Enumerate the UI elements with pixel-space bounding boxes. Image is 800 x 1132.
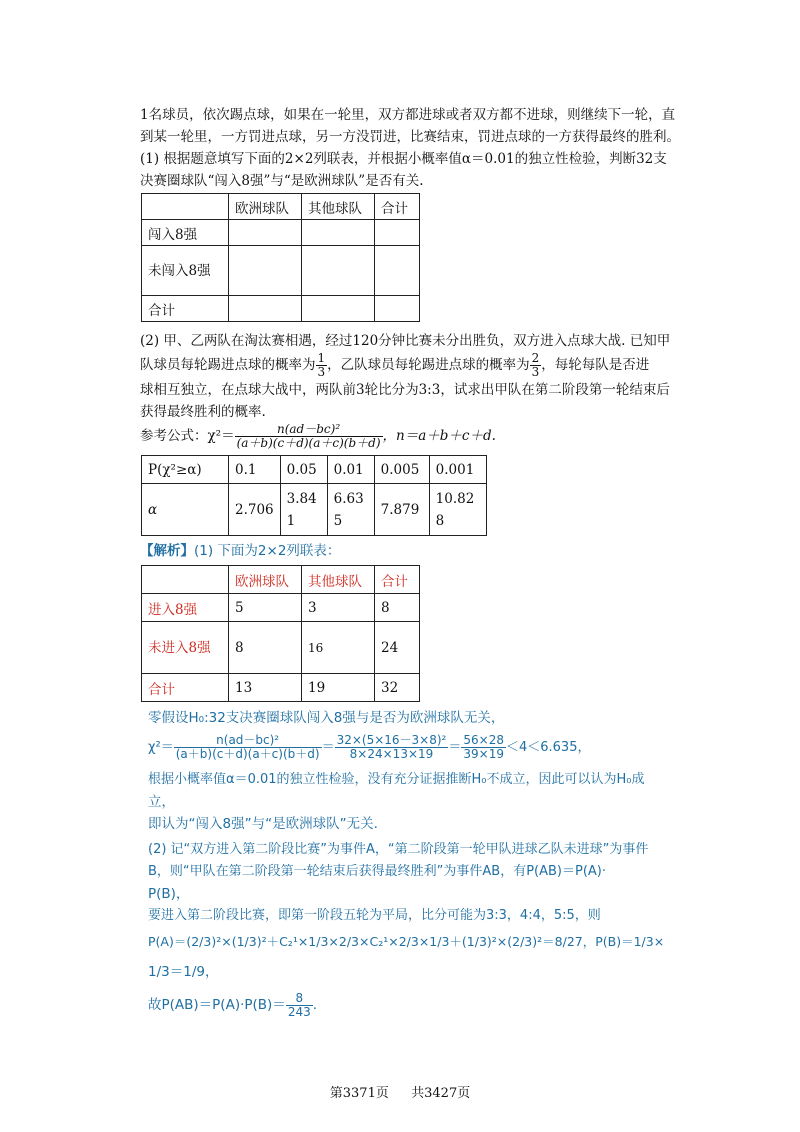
table2-cell: 10.828	[429, 484, 486, 536]
part-2-line-c: P(B)，	[148, 886, 190, 902]
table3-row-label: 进入8强	[142, 594, 229, 622]
table3-cell: 32	[375, 674, 420, 702]
table1-cell	[375, 220, 420, 246]
part-2-line-b: B，则“甲队在第二阶段第一轮结束后获得最终胜利”为事件AB，有P(AB)＝P(A)·	[148, 864, 607, 879]
contingency-table-filled	[141, 565, 420, 702]
table3-cell: 13	[229, 674, 302, 702]
table3-cell: 5	[229, 594, 302, 622]
table3-header-europe: 欧洲球队	[229, 566, 302, 594]
contingency-table-empty	[141, 193, 420, 322]
solution-intro	[140, 541, 680, 561]
q2-text: 队球员每轮踢进点球的概率为	[140, 357, 316, 373]
table2-cell: α	[142, 484, 229, 536]
fraction-denominator: 3	[317, 365, 326, 379]
chi-fraction-2	[335, 734, 449, 761]
table3-header-corner	[142, 566, 229, 594]
question-1-line-a: (1) 根据题意填写下面的2×2列联表，并根据小概率值α＝0.01的独立性检验，判断32支	[140, 151, 667, 167]
probability-a: P(A)＝(2/3)²×(1/3)²＋C₂¹×1/3×2/3×C₂¹×2/3×1/3＋(1/3)²×(2/3)²＝8/27，P(B)＝1/3×	[148, 934, 665, 949]
question-2-line-1: (2) 甲、乙两队在淘汰赛相遇，经过120分钟比赛未分出胜负，双方进入点球大战. 已知甲	[140, 333, 671, 349]
part-2-line-a: (2) 记“双方进入第二阶段比赛”为事件A，“第二阶段第一轮甲队进球乙队未进球”为事件	[148, 842, 649, 857]
table1-cell	[229, 220, 302, 246]
table1-cell	[302, 220, 375, 246]
fraction-denominator: 8×24×13×19	[349, 747, 434, 761]
final-tail: .	[312, 997, 318, 1013]
table1-row-label: 未闯入8强	[142, 246, 229, 296]
table-row	[142, 220, 420, 246]
reference-formula	[140, 418, 680, 454]
final-lhs: 故P(AB)＝P(A)·P(B)＝	[148, 997, 286, 1013]
table-row	[142, 622, 420, 674]
table-row	[142, 594, 420, 622]
chi-eq: ＝	[321, 740, 335, 755]
table2-cell: 0.005	[374, 456, 429, 484]
fraction-denominator: (a＋b)(c＋d)(a＋c)(b＋d)	[236, 436, 381, 450]
solution-conclusion-2: 立，	[148, 794, 175, 810]
table2-cell: 0.05	[280, 456, 327, 484]
table1-header-europe: 欧洲球队	[229, 194, 302, 220]
table1-header-total: 合计	[375, 194, 420, 220]
chi-lhs: χ²＝	[148, 740, 174, 755]
q2-text: ，每轮每队是否进	[541, 357, 650, 373]
q2-text: ，乙队球员每轮踢进点球的概率为	[327, 357, 530, 373]
solution-conclusion-3: 即认为“闯入8强”与“是欧洲球队”无关.	[148, 816, 378, 832]
critical-value-table	[141, 455, 487, 536]
chi-eq: ＝	[448, 740, 462, 755]
fraction-denominator: 39×19	[463, 747, 504, 761]
final-fraction	[286, 992, 313, 1019]
page-total: 共3427页	[411, 1086, 471, 1101]
final-answer	[148, 988, 688, 1022]
question-2-line-2	[140, 350, 680, 380]
table2-cell: 0.01	[327, 456, 374, 484]
fraction-denominator: 243	[287, 1004, 311, 1019]
table1-cell	[302, 296, 375, 322]
table1-cell	[375, 246, 420, 296]
intro-line-2: 到某一轮里，一方罚进点球，另一方没罚进，比赛结束，罚进点球的一方获得最终的胜利。	[140, 129, 680, 145]
table3-cell: 24	[375, 622, 420, 674]
table3-cell: 8	[229, 622, 302, 674]
formula-label: 参考公式：χ²＝	[140, 428, 235, 444]
table-row	[142, 674, 420, 702]
table3-cell: 16	[302, 622, 375, 674]
table3-header-other: 其他球队	[302, 566, 375, 594]
page-footer	[0, 1082, 800, 1101]
chi-fraction-1	[174, 734, 322, 761]
solution-intro-text: (1) 下面为2×2列联表：	[194, 543, 341, 559]
fraction-denominator: (a＋b)(c＋d)(a＋c)(b＋d)	[175, 747, 320, 761]
table2-cell: 0.001	[429, 456, 486, 484]
question-1-line-b: 决赛圈球队“闯入8强”与“是欧洲球队”是否有关.	[140, 173, 424, 189]
table2-cell: 0.1	[229, 456, 281, 484]
fraction-numerator: 1	[317, 351, 326, 365]
question-2-line-3: 球相互独立，在点球大战中，两队前3轮比分为3:3，试求出甲队在第二阶段第一轮结束后	[140, 382, 670, 398]
table3-cell: 3	[302, 594, 375, 622]
solution-conclusion-1: 根据小概率值α＝0.01的独立性检验，没有充分证据推断H₀不成立，因此可以认为H₀成	[148, 772, 645, 787]
formula-tail: ，n＝a＋b＋c＋d.	[382, 428, 496, 444]
table-row	[142, 246, 420, 296]
table1-row-label: 闯入8强	[142, 220, 229, 246]
page-number: 第3371页	[329, 1086, 389, 1101]
table1-row-label: 合计	[142, 296, 229, 322]
solution-tag: 【解析】	[140, 543, 194, 559]
table2-cell: 3.841	[280, 484, 327, 536]
solution-hypothesis: 零假设H₀:32支决赛圈球队闯入8强与是否为欧洲球队无关，	[148, 710, 505, 726]
formula-fraction	[235, 423, 383, 450]
table3-cell: 8	[375, 594, 420, 622]
table1-cell	[229, 246, 302, 296]
fraction-denominator: 3	[531, 365, 540, 379]
fraction-numerator: 32×(5×16－3×8)²	[336, 733, 447, 747]
table3-cell: 19	[302, 674, 375, 702]
chi-square-calculation	[148, 728, 688, 768]
table2-cell: P(χ²≥α)	[142, 456, 229, 484]
table-row	[142, 296, 420, 322]
table1-cell	[375, 296, 420, 322]
table1-header-corner	[142, 194, 229, 220]
intro-line-1: 1名球员，依次踢点球，如果在一轮里，双方都进球或者双方都不进球，则继续下一轮，直	[140, 107, 676, 123]
fraction-numerator: 56×28	[463, 733, 504, 747]
fraction-one-third	[316, 352, 328, 379]
table3-header-total: 合计	[375, 566, 420, 594]
table-row	[142, 566, 420, 594]
table1-header-other: 其他球队	[302, 194, 375, 220]
fraction-two-thirds	[530, 352, 542, 379]
fraction-numerator: 8	[286, 992, 313, 1006]
table-row	[142, 456, 487, 484]
part-2-line-d: 要进入第二阶段比赛，即第一阶段五轮为平局，比分可能为3:3，4:4，5:5，则	[148, 908, 601, 923]
table2-cell: 2.706	[229, 484, 281, 536]
chi-tail: ＜4＜6.635，	[505, 740, 591, 755]
fraction-numerator: n(ad－bc)²	[174, 734, 322, 748]
table1-cell	[302, 246, 375, 296]
table1-cell	[229, 296, 302, 322]
probability-b: 1/3＝1/9，	[148, 964, 219, 980]
fraction-numerator: 2	[531, 351, 540, 365]
table3-row-label: 合计	[142, 674, 229, 702]
question-2-line-4: 获得最终胜利的概率.	[140, 404, 266, 420]
chi-fraction-3	[461, 734, 506, 761]
table3-row-label: 未进入8强	[142, 622, 229, 674]
fraction-numerator: n(ad－bc)²	[235, 423, 383, 437]
table2-cell: 7.879	[374, 484, 429, 536]
table2-cell: 6.635	[327, 484, 374, 536]
table-row	[142, 484, 487, 536]
